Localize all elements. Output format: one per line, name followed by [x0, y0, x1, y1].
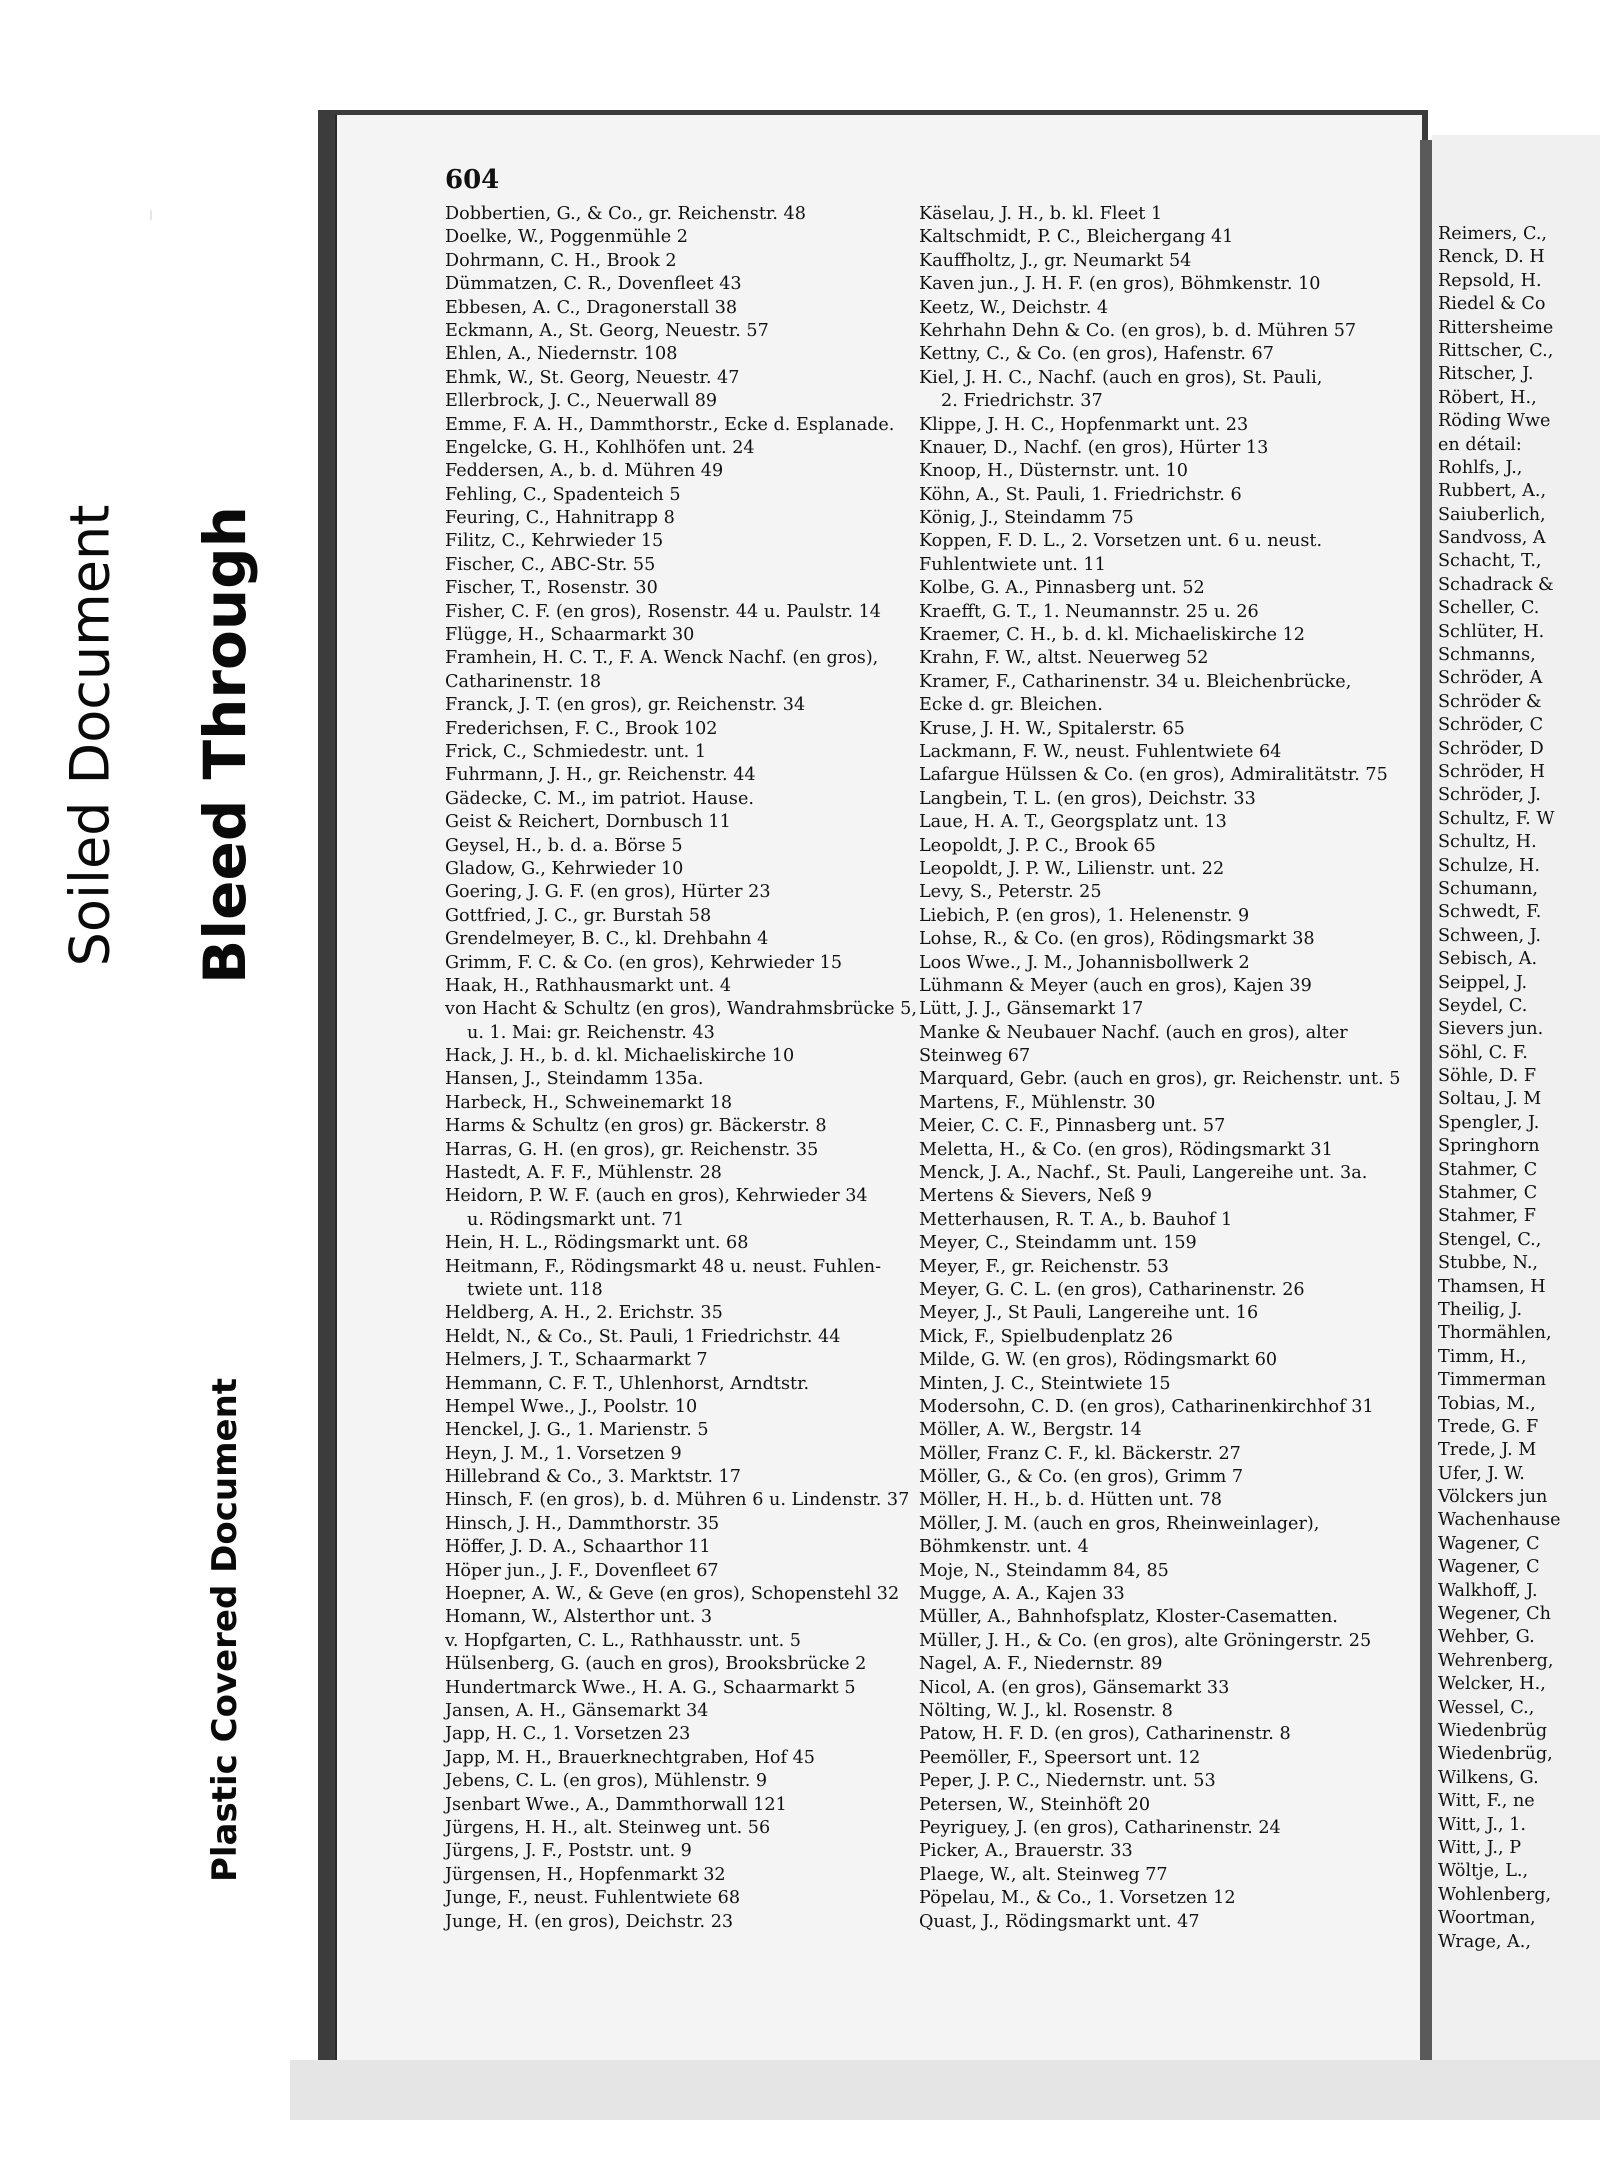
directory-entry: Thormählen, — [1438, 1323, 1552, 1344]
directory-entry: Schacht, T., — [1438, 551, 1542, 572]
directory-entry: Wehber, G. — [1438, 1627, 1535, 1648]
directory-entry: Minten, J. C., Steintwiete 15 — [919, 1373, 1171, 1394]
directory-entry: Schröder, C — [1438, 715, 1544, 736]
directory-entry: v. Hopfgarten, C. L., Rathhausstr. unt. 5 — [445, 1630, 801, 1651]
directory-entry: Kaven jun., J. H. F. (en gros), Böhmkenstr. 10 — [919, 274, 1321, 295]
directory-entry: Möller, J. M. (auch en gros, Rheinweinlager), — [919, 1513, 1320, 1534]
directory-entry: Frick, C., Schmiedestr. unt. 1 — [445, 741, 707, 762]
directory-entry: Loos Wwe., J. M., Johannisbollwerk 2 — [919, 952, 1250, 973]
directory-entry: Japp, H. C., 1. Vorsetzen 23 — [445, 1724, 691, 1745]
directory-entry: Schröder, H — [1438, 761, 1545, 782]
directory-entry: Meier, C. C. F., Pinnasberg unt. 57 — [919, 1116, 1226, 1137]
directory-entry: Filitz, C., Kehrwieder 15 — [445, 531, 664, 552]
directory-entry: Stahmer, F — [1438, 1206, 1536, 1227]
directory-entry: Doelke, W., Poggenmühle 2 — [445, 227, 688, 248]
directory-entry: Pöpelau, M., & Co., 1. Vorsetzen 12 — [919, 1888, 1236, 1909]
directory-entry: Böhmkenstr. unt. 4 — [919, 1537, 1089, 1558]
directory-entry: Hülsenberg, G. (auch en gros), Brooksbrücke 2 — [445, 1654, 867, 1675]
directory-entry: Kiel, J. H. C., Nachf. (auch en gros), St. Pauli, — [919, 367, 1323, 388]
directory-entry: Lühmann & Meyer (auch en gros), Kajen 39 — [919, 975, 1312, 996]
directory-entry: Knoop, H., Düsternstr. unt. 10 — [919, 461, 1188, 482]
directory-entry: Grimm, F. C. & Co. (en gros), Kehrwieder 15 — [445, 952, 843, 973]
directory-entry: Witt, J., 1. — [1438, 1814, 1526, 1835]
directory-entry: Nicol, A. (en gros), Gänsemarkt 33 — [919, 1677, 1230, 1698]
directory-entry: Fischer, T., Rosenstr. 30 — [445, 578, 658, 599]
directory-entry: 2. Friedrichstr. 37 — [941, 391, 1103, 412]
directory-entry: Schultz, H. — [1438, 832, 1537, 853]
directory-entry: Fuhlentwiete unt. 11 — [919, 554, 1106, 575]
directory-entry: Käselau, J. H., b. kl. Fleet 1 — [919, 204, 1163, 224]
directory-entry: Soltau, J. M — [1438, 1089, 1542, 1110]
directory-entry: Schröder, A — [1438, 668, 1543, 689]
soiled-document-label-card — [30, 210, 152, 1260]
directory-entry: Ufer, J. W. — [1438, 1463, 1525, 1484]
directory-entry: Koppen, F. D. L., 2. Vorsetzen unt. 6 u. neust. — [919, 531, 1323, 552]
directory-entry: Witt, J., P — [1438, 1837, 1522, 1858]
directory-entry: Jansen, A. H., Gänsemarkt 34 — [445, 1701, 709, 1721]
book-gutter — [1420, 140, 1432, 2065]
directory-entry: Metterhausen, R. T. A., b. Bauhof 1 — [919, 1209, 1233, 1230]
directory-entry: Peyriguey, J. (en gros), Catharinenstr. 24 — [919, 1817, 1281, 1838]
next-page-edge — [1432, 135, 1600, 2065]
directory-entry: Henckel, J. G., 1. Marienstr. 5 — [445, 1420, 709, 1441]
directory-entry: Tobias, M., — [1438, 1393, 1536, 1414]
directory-entry: Peemöller, F., Speersort unt. 12 — [919, 1747, 1201, 1768]
directory-entry: Martens, F., Mühlenstr. 30 — [919, 1092, 1156, 1113]
directory-entry: Schulze, H. — [1438, 855, 1540, 876]
directory-entry: Riedel & Co — [1438, 294, 1546, 315]
directory-entry: Rubbert, A., — [1438, 481, 1547, 502]
directory-entry: Levy, S., Peterstr. 25 — [919, 882, 1102, 903]
directory-entry: Hinsch, F. (en gros), b. d. Mühren 6 u. Lindenstr. 37 — [445, 1490, 910, 1511]
directory-entry: Kruse, J. H. W., Spitalerstr. 65 — [919, 718, 1185, 739]
directory-entry: Schlüter, H. — [1438, 621, 1545, 642]
directory-entry: Meyer, G. C. L. (en gros), Catharinenstr. 26 — [919, 1279, 1305, 1300]
directory-entry: Schultz, F. W — [1438, 808, 1555, 829]
directory-entry: Rohlfs, J., — [1438, 457, 1523, 478]
directory-entry: Schröder, J. — [1438, 785, 1541, 806]
directory-entry: Picker, A., Brauerstr. 33 — [919, 1841, 1133, 1862]
directory-entry: Schwedt, F. — [1438, 902, 1542, 923]
plastic-covered-label-card — [155, 1310, 295, 1950]
directory-entry: Saiuberlich, — [1438, 504, 1546, 525]
directory-entry: Wagener, C — [1438, 1557, 1540, 1578]
directory-entry: Wehrenberg, — [1438, 1650, 1554, 1671]
directory-entry: Timm, H., — [1438, 1346, 1527, 1367]
directory-entry: Lackmann, F. W., neust. Fuhlentwiete 64 — [919, 741, 1282, 762]
directory-entry: Grendelmeyer, B. C., kl. Drehbahn 4 — [445, 929, 769, 950]
directory-entry: von Hacht & Schultz (en gros), Wandrahmsbrücke 5, — [445, 999, 917, 1020]
directory-entry: Welcker, H., — [1438, 1674, 1546, 1695]
directory-entry: Rittersheime — [1438, 317, 1554, 338]
directory-entry: Gädecke, C. M., im patriot. Hause. — [445, 788, 754, 809]
directory-entry: Flügge, H., Schaarmarkt 30 — [445, 625, 695, 646]
bleed-through-label: Bleed Through — [191, 506, 260, 984]
directory-entry: en détail: — [1438, 434, 1522, 455]
directory-entry: Kraefft, G. T., 1. Neumannstr. 25 u. 26 — [919, 601, 1259, 622]
directory-entry: Hemmann, C. F. T., Uhlenhorst, Arndtstr. — [445, 1373, 810, 1394]
directory-entry: Ebbesen, A. C., Dragonerstall 38 — [445, 297, 738, 318]
directory-entry: Nölting, W. J., kl. Rosenstr. 8 — [919, 1701, 1173, 1721]
directory-entry: Lütt, J. J., Gänsemarkt 17 — [919, 999, 1144, 1020]
directory-entry: Kauffholtz, J., gr. Neumarkt 54 — [919, 250, 1192, 271]
directory-entry: Dobbertien, G., & Co., gr. Reichenstr. 48 — [445, 204, 806, 224]
directory-entry: Heitmann, F., Rödingsmarkt 48 u. neust. Fuhlen- — [445, 1256, 882, 1277]
directory-entry: Quast, J., Rödingsmarkt unt. 47 — [919, 1911, 1200, 1932]
directory-entry: Ehlen, A., Niedernstr. 108 — [445, 344, 678, 365]
directory-entry: Wachenhause — [1438, 1510, 1561, 1531]
directory-entry: Hinsch, J. H., Dammthorstr. 35 — [445, 1513, 720, 1534]
next-page-column — [1432, 223, 1561, 1954]
directory-entry: Hundertmarck Wwe., H. A. G., Schaarmarkt 5 — [445, 1677, 856, 1698]
directory-entry: Kettny, C., & Co. (en gros), Hafenstr. 67 — [919, 344, 1274, 365]
directory-entry: Geysel, H., b. d. a. Börse 5 — [445, 835, 683, 856]
directory-entry: u. 1. Mai: gr. Reichenstr. 43 — [467, 1022, 715, 1043]
directory-entry: Franck, J. T. (en gros), gr. Reichenstr. 34 — [445, 695, 806, 716]
directory-entry: Trede, G. F — [1438, 1416, 1539, 1437]
directory-entry: Kehrhahn Dehn & Co. (en gros), b. d. Mühren 57 — [919, 320, 1357, 341]
directory-entry: Harras, G. H. (en gros), gr. Reichenstr. 35 — [445, 1139, 819, 1160]
right-column — [919, 203, 1401, 1934]
directory-entry: Woortman, — [1438, 1908, 1536, 1929]
directory-entry: Dümmatzen, C. R., Dovenfleet 43 — [445, 274, 742, 295]
directory-entry: Feuring, C., Hahnitrapp 8 — [445, 508, 675, 529]
directory-entry: Plaege, W., alt. Steinweg 77 — [919, 1864, 1168, 1885]
directory-entry: Völckers jun — [1438, 1487, 1548, 1508]
directory-entry: Jsenbart Wwe., A., Dammthorwall 121 — [445, 1794, 787, 1815]
directory-entry: Mertens & Sievers, Neß 9 — [919, 1186, 1152, 1207]
directory-entry: Framhein, H. C. T., F. A. Wenck Nachf. (en gros), — [445, 648, 879, 669]
directory-entry: Harms & Schultz (en gros) gr. Bäckerstr. 8 — [445, 1116, 827, 1137]
directory-entry: Stahmer, C — [1438, 1183, 1538, 1204]
directory-entry: Steinweg 67 — [919, 1046, 1031, 1067]
directory-entry: Wagener, C — [1438, 1533, 1540, 1554]
directory-entry: Peper, J. P. C., Niedernstr. unt. 53 — [919, 1771, 1216, 1792]
directory-entry: Wiedenbrüg, — [1438, 1744, 1553, 1765]
directory-entry: Schröder, D — [1438, 738, 1544, 759]
directory-entry: Fehling, C., Spadenteich 5 — [445, 484, 681, 505]
directory-entry: Fuhrmann, J. H., gr. Reichenstr. 44 — [445, 765, 756, 786]
directory-entry: Helmers, J. T., Schaarmarkt 7 — [445, 1350, 708, 1371]
directory-entry: Schröder & — [1438, 691, 1542, 712]
directory-entry: Renck, D. H — [1438, 247, 1545, 268]
directory-entry: Möller, Franz C. F., kl. Bäckerstr. 27 — [919, 1443, 1241, 1464]
directory-entry: twiete unt. 118 — [467, 1279, 603, 1300]
directory-entry: Moje, N., Steindamm 84, 85 — [919, 1560, 1169, 1581]
directory-entry: Kraemer, C. H., b. d. kl. Michaeliskirche 12 — [919, 625, 1306, 646]
directory-entry: Wegener, Ch — [1438, 1604, 1551, 1625]
directory-page — [335, 115, 1422, 2060]
directory-entry: Harbeck, H., Schweinemarkt 18 — [445, 1092, 733, 1113]
directory-entry: Frederichsen, F. C., Brook 102 — [445, 718, 718, 739]
directory-entry: Schadrack & — [1438, 574, 1554, 595]
scan-bottom-band — [290, 2060, 1600, 2120]
page-number: 604 — [445, 165, 500, 195]
directory-entry: Manke & Neubauer Nachf. (auch en gros), alter — [919, 1022, 1348, 1043]
directory-entry: Emme, F. A. H., Dammthorstr., Ecke d. Esplanade. — [445, 414, 895, 435]
directory-entry: Söhle, D. F — [1438, 1066, 1537, 1087]
directory-entry: Leopoldt, J. P. C., Brook 65 — [919, 835, 1156, 856]
left-column — [445, 203, 915, 1934]
directory-entry: Ehmk, W., St. Georg, Neuestr. 47 — [445, 367, 740, 388]
directory-entry: Schmanns, — [1438, 645, 1536, 666]
directory-entry: Sandvoss, A — [1438, 528, 1546, 549]
directory-entry: Scheller, C. — [1438, 598, 1540, 619]
directory-entry: Theilig, J. — [1438, 1299, 1523, 1320]
directory-entry: Meyer, C., Steindamm unt. 159 — [919, 1233, 1197, 1254]
directory-entry: Ritscher, J. — [1438, 364, 1534, 385]
directory-entry: Röbert, H., — [1438, 387, 1537, 408]
directory-entry: Haak, H., Rathhausmarkt unt. 4 — [445, 975, 732, 996]
directory-entry: Mugge, A. A., Kajen 33 — [919, 1584, 1125, 1605]
directory-entry: Gladow, G., Kehrwieder 10 — [445, 858, 684, 879]
directory-entry: Röding Wwe — [1438, 411, 1551, 432]
directory-entry: Timmerman — [1438, 1370, 1547, 1391]
directory-entry: Jürgens, H. H., alt. Steinweg unt. 56 — [445, 1817, 771, 1838]
directory-entry: Wessel, C., — [1438, 1697, 1535, 1718]
directory-entry: Höper jun., J. F., Dovenfleet 67 — [445, 1560, 719, 1581]
directory-entry: Hein, H. L., Rödingsmarkt unt. 68 — [445, 1233, 749, 1254]
directory-entry: Japp, M. H., Brauerknechtgraben, Hof 45 — [445, 1747, 815, 1768]
directory-entry: Meyer, F., gr. Reichenstr. 53 — [919, 1256, 1169, 1277]
directory-entry: Fisher, C. F. (en gros), Rosenstr. 44 u. Paulstr. 14 — [445, 601, 881, 622]
directory-entry: Kramer, F., Catharinenstr. 34 u. Bleichenbrücke, — [919, 671, 1352, 692]
directory-entry: Spengler, J. — [1438, 1112, 1540, 1133]
directory-entry: Sebisch, A. — [1438, 949, 1538, 970]
directory-entry: König, J., Steindamm 75 — [919, 508, 1134, 529]
directory-entry: Heyn, J. M., 1. Vorsetzen 9 — [445, 1443, 682, 1464]
directory-entry: Seippel, J. — [1438, 972, 1528, 993]
directory-entry: Laue, H. A. T., Georgsplatz unt. 13 — [919, 812, 1227, 833]
directory-entry: Stubbe, N., — [1438, 1253, 1539, 1274]
directory-entry: Heldt, N., & Co., St. Pauli, 1 Friedrichstr. 44 — [445, 1326, 841, 1347]
directory-entry: Fischer, C., ABC-Str. 55 — [445, 554, 656, 575]
directory-entry: Klippe, J. H. C., Hopfenmarkt unt. 23 — [919, 414, 1249, 435]
directory-entry: Lafargue Hülssen & Co. (en gros), Admiralitätstr. 75 — [919, 765, 1388, 786]
directory-entry: Krahn, F. W., altst. Neuerweg 52 — [919, 648, 1209, 669]
repaired-bleed-label-card — [150, 220, 300, 1270]
directory-entry: Müller, J. H., & Co. (en gros), alte Gröningerstr. 25 — [919, 1630, 1372, 1651]
directory-entry: Trede, J. M — [1438, 1440, 1537, 1461]
directory-entry: Feddersen, A., b. d. Mühren 49 — [445, 461, 724, 482]
directory-entry: Leopoldt, J. P. W., Lilienstr. unt. 22 — [919, 858, 1225, 879]
directory-entry: Stahmer, C — [1438, 1159, 1538, 1180]
directory-entry: Hastedt, A. F. F., Mühlenstr. 28 — [445, 1163, 722, 1184]
directory-entry: Lohse, R., & Co. (en gros), Rödingsmarkt 38 — [919, 929, 1315, 950]
directory-entry: Hoepner, A. W., & Geve (en gros), Schopenstehl 32 — [445, 1584, 900, 1605]
directory-entry: Liebich, P. (en gros), 1. Helenenstr. 9 — [919, 905, 1250, 926]
directory-entry: u. Rödingsmarkt unt. 71 — [467, 1209, 685, 1230]
directory-entry: Witt, F., ne — [1438, 1791, 1535, 1812]
directory-entry: Keetz, W., Deichstr. 4 — [919, 297, 1109, 318]
directory-entry: Möller, A. W., Bergstr. 14 — [919, 1420, 1142, 1441]
directory-entry: Knauer, D., Nachf. (en gros), Hürter 13 — [919, 437, 1269, 458]
plastic-covered-label: Plastic Covered Document — [205, 1377, 246, 1883]
directory-entry: Stengel, C., — [1438, 1229, 1542, 1250]
directory-entry: Junge, F., neust. Fuhlentwiete 68 — [445, 1888, 741, 1909]
directory-entry: Gottfried, J. C., gr. Burstah 58 — [445, 905, 712, 926]
directory-entry: Homann, W., Alsterthor unt. 3 — [445, 1607, 713, 1628]
directory-entry: Wiedenbrüg — [1438, 1721, 1548, 1741]
directory-entry: Engelcke, G. H., Kohlhöfen unt. 24 — [445, 437, 755, 458]
directory-entry: Geist & Reichert, Dornbusch 11 — [445, 812, 731, 833]
directory-entry: Möller, G., & Co. (en gros), Grimm 7 — [919, 1467, 1244, 1488]
directory-entry: Hack, J. H., b. d. kl. Michaeliskirche 10 — [445, 1046, 795, 1067]
directory-entry: Müller, A., Bahnhofsplatz, Kloster-Casematten. — [919, 1607, 1338, 1628]
directory-entry: Wöltje, L., — [1438, 1861, 1529, 1882]
directory-entry: Hempel Wwe., J., Poolstr. 10 — [445, 1396, 698, 1417]
directory-entry: Meyer, J., St Pauli, Langereihe unt. 16 — [919, 1303, 1259, 1324]
directory-entry: Jebens, C. L. (en gros), Mühlenstr. 9 — [445, 1771, 768, 1792]
directory-entry: Dohrmann, C. H., Brook 2 — [445, 250, 677, 271]
directory-entry: Kaltschmidt, P. C., Bleichergang 41 — [919, 227, 1234, 248]
directory-entry: Köhn, A., St. Pauli, 1. Friedrichstr. 6 — [919, 484, 1242, 505]
directory-entry: Rittscher, C., — [1438, 340, 1554, 361]
directory-entry: Reimers, C., — [1438, 224, 1548, 244]
directory-entry: Springhorn — [1438, 1136, 1540, 1157]
directory-entry: Möller, H. H., b. d. Hütten unt. 78 — [919, 1490, 1222, 1511]
directory-entry: Seydel, C. — [1438, 995, 1528, 1016]
directory-entry: Menck, J. A., Nachf., St. Pauli, Langereihe unt. 3a. — [919, 1163, 1368, 1184]
directory-entry: Hillebrand & Co., 3. Marktstr. 17 — [445, 1467, 741, 1488]
soiled-document-label: Soiled Document — [58, 504, 122, 966]
directory-entry: Petersen, W., Steinhöft 20 — [919, 1794, 1151, 1815]
directory-entry: Milde, G. W. (en gros), Rödingsmarkt 60 — [919, 1350, 1278, 1371]
directory-entry: Modersohn, C. D. (en gros), Catharinenkirchhof 31 — [919, 1396, 1374, 1417]
directory-entry: Kolbe, G. A., Pinnasberg unt. 52 — [919, 578, 1205, 599]
directory-entry: Langbein, T. L. (en gros), Deichstr. 33 — [919, 788, 1256, 809]
directory-entry: Ellerbrock, J. C., Neuerwall 89 — [445, 391, 718, 412]
directory-entry: Marquard, Gebr. (auch en gros), gr. Reichenstr. unt. 5 — [919, 1069, 1401, 1090]
directory-entry: Jürgensen, H., Hopfenmarkt 32 — [445, 1864, 726, 1885]
directory-entry: Jürgens, J. F., Poststr. unt. 9 — [445, 1841, 692, 1862]
directory-entry: Mick, F., Spielbudenplatz 26 — [919, 1326, 1173, 1347]
directory-entry: Schween, J. — [1438, 925, 1541, 946]
directory-entry: Ecke d. gr. Bleichen. — [919, 695, 1103, 716]
directory-entry: Schumann, — [1438, 878, 1538, 899]
directory-entry: Eckmann, A., St. Georg, Neuestr. 57 — [445, 320, 769, 341]
directory-entry: Wohlenberg, — [1438, 1884, 1552, 1905]
directory-entry: Söhl, C. F. — [1438, 1042, 1528, 1063]
directory-entry: Wrage, A., — [1438, 1931, 1531, 1952]
directory-entry: Meletta, H., & Co. (en gros), Rödingsmarkt 31 — [919, 1139, 1333, 1160]
directory-entry: Sievers jun. — [1438, 1019, 1544, 1040]
directory-entry: Repsold, H. — [1438, 270, 1542, 291]
directory-entry: Heldberg, A. H., 2. Erichstr. 35 — [445, 1303, 723, 1324]
directory-entry: Höffer, J. D. A., Schaarthor 11 — [445, 1537, 711, 1558]
directory-entry: Nagel, A. F., Niedernstr. 89 — [919, 1654, 1163, 1675]
directory-entry: Walkhoff, J. — [1438, 1580, 1538, 1601]
directory-entry: Heidorn, P. W. F. (auch en gros), Kehrwieder 34 — [445, 1186, 868, 1207]
directory-entry: Thamsen, H — [1438, 1276, 1546, 1297]
directory-entry: Junge, H. (en gros), Deichstr. 23 — [445, 1911, 734, 1932]
directory-entry: Hansen, J., Steindamm 135a. — [445, 1069, 704, 1090]
directory-entry: Patow, H. F. D. (en gros), Catharinenstr. 8 — [919, 1724, 1291, 1745]
directory-entry: Goering, J. G. F. (en gros), Hürter 23 — [445, 882, 771, 903]
directory-entry: Wilkens, G. — [1438, 1767, 1539, 1788]
directory-entry: Catharinenstr. 18 — [445, 671, 602, 692]
